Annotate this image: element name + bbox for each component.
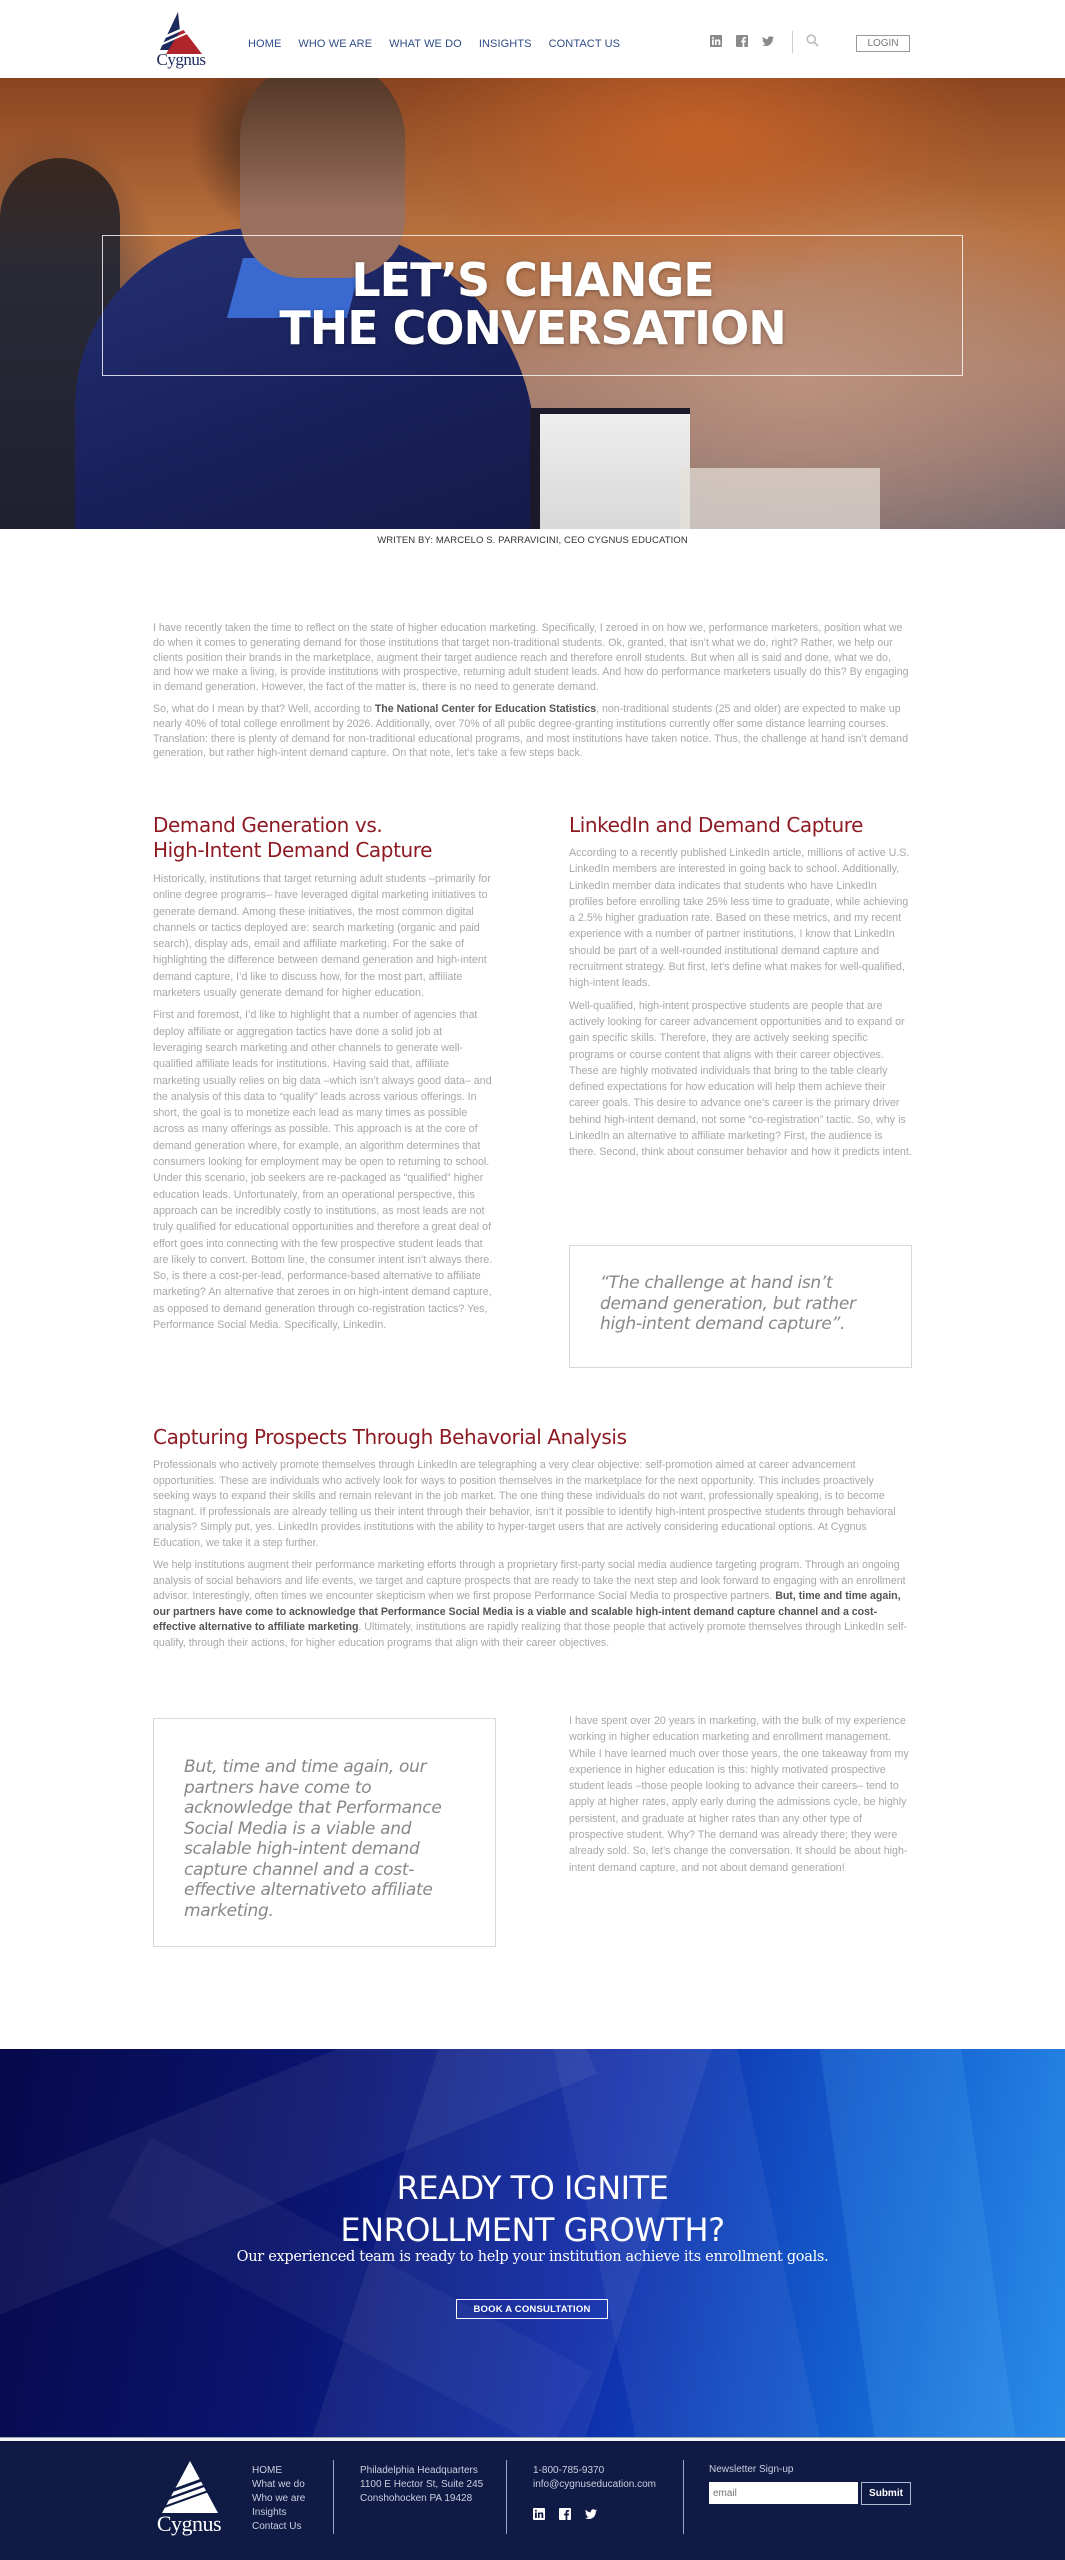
- footer-address: [360, 2464, 483, 2506]
- facebook-icon[interactable]: [559, 2508, 571, 2520]
- demand-generation-section: [153, 813, 493, 1333]
- closing-section: [569, 1713, 912, 1876]
- footer-nav-who-we-are[interactable]: Who we are: [252, 2493, 306, 2504]
- behavioral-analysis-section: [153, 1425, 913, 1651]
- cta-title-line-2: ENROLLMENT GROWTH?: [340, 2211, 725, 2249]
- cygnus-logo[interactable]: [152, 10, 210, 68]
- footer-social-links: [533, 2508, 597, 2520]
- paragraph: [153, 1558, 913, 1651]
- site-footer: [0, 2441, 1065, 2560]
- footer-logo[interactable]: [152, 2459, 226, 2536]
- footer-nav-insights[interactable]: Insights: [252, 2507, 287, 2518]
- footer-divider: [506, 2460, 507, 2534]
- paragraph: Well-qualified, high-intent prospective students are people that are actively looking for career advancement opportunities and to expand or gain specific skills. Therefore, they are actively seeking specific programs or course content that aligns with their career objectives. These are highly motivated individuals that bring to the table clearly defined expectations for how education will help them achieve their career goals. This desire to advance one’s career is the primary driver behind high-intent demand, not some “co-registration” tactic. So, why is LinkedIn an alternative to affiliate marketing? First, the audience is there. Second, think about consumer behavior and how it predicts intent.: [569, 999, 912, 1159]
- hero-title-line-2: THE CONVERSATION: [279, 301, 786, 355]
- hero-photo-laptop: [530, 408, 690, 529]
- paragraph: First and foremost, I’d like to highlight that a number of agencies that deploy affiliate or aggregation tactics have done a solid job at leveraging search marketing and other channels to generate well-qualified affiliate leads for institutions. Having said that, affiliate marketing usually relies on big data –which isn’t always good data– and the analysis of this data to “qualify” leads across various offerings. In short, the goal is to monetize each lead as many times as possible across as many offerings as possible. This approach is at the core of demand generation where, for example, an algorithm determines that consumers looking for employment may be open to returning to school. Under this scenario, job seekers are re-packaged as “qualified” higher education leads. Unfortunately, from an operational perspective, this approach can be incredibly costly to institutions, as most leads are not truly qualified for educational opportunities and therefore a great deal of effort goes into connecting with the few prospective student leads that are likely to convert. Bottom line, the consumer intent isn’t always there. So, is there a cost-per-lead, performance-based alternative to affiliate marketing? An alternative that zeroes in on high-intent demand capture, as opposed to demand generation through co-registration tactics? Yes, Performance Social Media. Specifically, LinkedIn.: [153, 1009, 493, 1332]
- logo-text: Cygnus: [156, 50, 206, 69]
- linkedin-icon[interactable]: [710, 35, 722, 47]
- footer-nav-home[interactable]: HOME: [252, 2465, 282, 2476]
- footer-nav-what-we-do[interactable]: What we do: [252, 2479, 305, 2490]
- search-icon[interactable]: [806, 34, 819, 47]
- cta-banner: [0, 2049, 1065, 2437]
- cta-subtitle: Our experienced team is ready to help your institution achieve its enrollment goals.: [236, 2249, 829, 2265]
- paragraph: Professionals who actively promote themselves through LinkedIn are telegraphing a very clear objective: self-promotion aimed at career advancement opportunities. These are individuals who actively look for ways to position themselves in the marketplace for the next opportunity. This includes proactively seeking ways to expand their skills and remain relevant in the job market. The one thing these individuals do not want, professionally speaking, is to become stagnant. If professionals are already telling us their intent through their behavior, isn’t it possible to identify high-intent prospective students through behavioral analysis? Simply put, yes. LinkedIn provides institutions with the ability to hyper-target users that are actively considering educational options. At Cygnus Education, we take it a step further.: [153, 1459, 896, 1549]
- paragraph-bold-text: But, time and time again, our partners have come to acknowledge that Performance Social Media is a viable and scalable high-intent demand capture channel and a cost-effective alternative to affiliate marketing: [153, 1590, 901, 1633]
- paragraph-text-end: . Ultimately, institutions are rapidly realizing that those people that actively promote themselves through LinkedIn self-qualify, through their actions, for higher education programs that align with their career objectives.: [153, 1621, 908, 1649]
- section-heading: LinkedIn and Demand Capture: [569, 813, 864, 837]
- address-line: Philadelphia Headquarters: [360, 2465, 478, 2476]
- intro-section: [153, 621, 910, 761]
- intro-paragraph-1: I have recently taken the time to reflect on the state of higher education marketing. Specifically, I zeroed in on how we, performance marketers, position what we do when it comes to generating demand for those institutions that target non-traditional students. Ok, granted, that isn’t what we do, right? Rather, we help our clients position their brands in the marketplace, augment their target audience reach and therefore enroll students. But when all is said and done, what we do, and how we make a living, is provide institutions with prospective, returning adult student leads. And how do performance marketers usually do this? By engaging in demand generation. However, the fact of the matter is, there is no need to generate demand.: [153, 622, 909, 694]
- nav-what-we-do[interactable]: WHAT WE DO: [389, 38, 462, 50]
- footer-contact: [533, 2464, 656, 2492]
- paragraph: Historically, institutions that target returning adult students –primarily for online degree programs– have leveraged digital marketing initiatives to generate demand. Among these initiatives, the most common digital channels or tactics deployed are: search marketing (organic and paid search), display ads, email and affiliate marketing. For the sake of highlighting the difference between demand generation and high-intent demand capture, I’d like to discuss how, for the most part, affiliate marketers usually generate demand for higher education.: [153, 873, 491, 1000]
- pull-quote-text: “The challenge at hand isn’t demand generation, but rather high-intent demand capture”.: [600, 1273, 856, 1334]
- pull-quote-text: But, time and time again, our partners have come to acknowledge that Performance Social Media is a viable and scalable high-intent demand capture channel and a cost-effective alternativeto affiliate marketing.: [184, 1757, 442, 1921]
- login-button[interactable]: LOGIN: [856, 35, 910, 52]
- nav-who-we-are[interactable]: WHO WE ARE: [298, 38, 373, 50]
- site-header: [0, 0, 1065, 78]
- nav-contact-us[interactable]: CONTACT US: [548, 38, 621, 50]
- newsletter-email-input[interactable]: [709, 2482, 858, 2504]
- linkedin-icon[interactable]: [533, 2508, 545, 2520]
- heading-line-2: High-Intent Demand Capture: [153, 838, 433, 862]
- hero-title: [0, 253, 1065, 355]
- twitter-icon[interactable]: [585, 2508, 597, 2520]
- closing-paragraph: I have spent over 20 years in marketing, with the bulk of my experience working in higher education marketing and enrollment management. While I have learned much over those years, the one takeaway from my experience in higher education is this: highly motivated prospective student leads –those people looking to advance their careers– tend to apply at higher rates, apply early during the admissions cycle, be highly persistent, and graduate at higher rates than any other type of prospective student. Why? The demand was already there; they were already sold. So, let’s change the conversation. It should be about high-intent demand capture, and not about demand generation!: [569, 1715, 909, 1874]
- hero-title-line-1: LET’S CHANGE: [351, 253, 714, 307]
- section-heading: Capturing Prospects Through Behavorial Analysis: [153, 1425, 627, 1449]
- footer-logo-text: Cygnus: [156, 2511, 222, 2536]
- section-heading: [153, 813, 493, 863]
- header-divider: [792, 31, 793, 53]
- author-byline: WRITEN BY: MARCELO S. PARRAVICINI, CEO CYGNUS EDUCATION: [377, 535, 688, 546]
- hero-banner: [0, 78, 1065, 529]
- address-line: Conshohocken PA 19428: [360, 2493, 473, 2504]
- newsletter-signup: [709, 2464, 793, 2475]
- nav-insights[interactable]: INSIGHTS: [478, 38, 532, 50]
- intro-paragraph-2: [153, 702, 910, 761]
- footer-nav-contact-us[interactable]: Contact Us: [252, 2521, 302, 2532]
- footer-divider: [333, 2460, 334, 2534]
- main-nav: [248, 38, 637, 50]
- nav-home[interactable]: HOME: [248, 38, 282, 50]
- heading-line-1: Demand Generation vs.: [153, 813, 383, 837]
- pull-quote: [569, 1245, 912, 1368]
- hero-photo-podium: [680, 468, 880, 529]
- pull-quote: [153, 1718, 496, 1947]
- logo-triangle-icon: [152, 2459, 226, 2517]
- footer-nav: [252, 2464, 305, 2534]
- book-consultation-button[interactable]: BOOK A CONSULTATION: [456, 2299, 608, 2319]
- paragraph: According to a recently published LinkedIn article, millions of active U.S. LinkedIn members are interested in going back to school. Additionally, LinkedIn member data indicates that students who have LinkedIn profiles before enrolling take 25% less time to graduate, while achieving a 2.5% higher graduation rate. Based on these metrics, and my recent experience with a number of partner institutions, I know that LinkedIn should be part of a well-rounded institutional demand capture and recruitment strategy. But first, let’s define what makes for well-qualified, high-intent leads.: [569, 847, 910, 990]
- footer-divider: [683, 2460, 684, 2534]
- newsletter-label: Newsletter Sign-up: [709, 2464, 794, 2475]
- footer-email[interactable]: info@cygnuseducation.com: [533, 2479, 656, 2490]
- address-line: 1100 E Hector St, Suite 245: [360, 2479, 484, 2490]
- footer-phone[interactable]: 1-800-785-9370: [533, 2465, 605, 2476]
- cta-title: [0, 2167, 1065, 2251]
- paragraph-text: We help institutions augment their performance marketing efforts through a proprietary first-party social media audience targeting program. Through an ongoing analysis of social behaviors and life events, we target and capture prospects that are ready to take the next step and look forward to engaging with an enrollment advisor. Interestingly, often times we encounter skepticism when we first propose Performance Social Media to prospective partners.: [153, 1559, 906, 1602]
- facebook-icon[interactable]: [736, 35, 748, 47]
- cta-title-line-1: READY TO IGNITE: [396, 2169, 669, 2207]
- intro-p2-text-end: , non-traditional students (25 and older) are expected to make up nearly 40% of total college enrollment by 2026. Additionally, over 70% of all public degree-granting institutions currently offer some distance learning courses. Translation: there is plenty of demand for non-traditional educational programs, and most institutions have taken notice. Thus, the challenge at hand isn’t demand generation, but rather high-intent demand capture. On that note, let’s take a few steps back.: [153, 702, 908, 760]
- nces-link[interactable]: The National Center for Education Statistics: [374, 702, 597, 715]
- newsletter-submit-button[interactable]: Submit: [861, 2482, 911, 2505]
- intro-p2-text: So, what do I mean by that? Well, according to: [153, 702, 375, 715]
- twitter-icon[interactable]: [762, 35, 774, 47]
- linkedin-demand-capture-section: [569, 813, 912, 1161]
- header-social-links: [710, 35, 774, 47]
